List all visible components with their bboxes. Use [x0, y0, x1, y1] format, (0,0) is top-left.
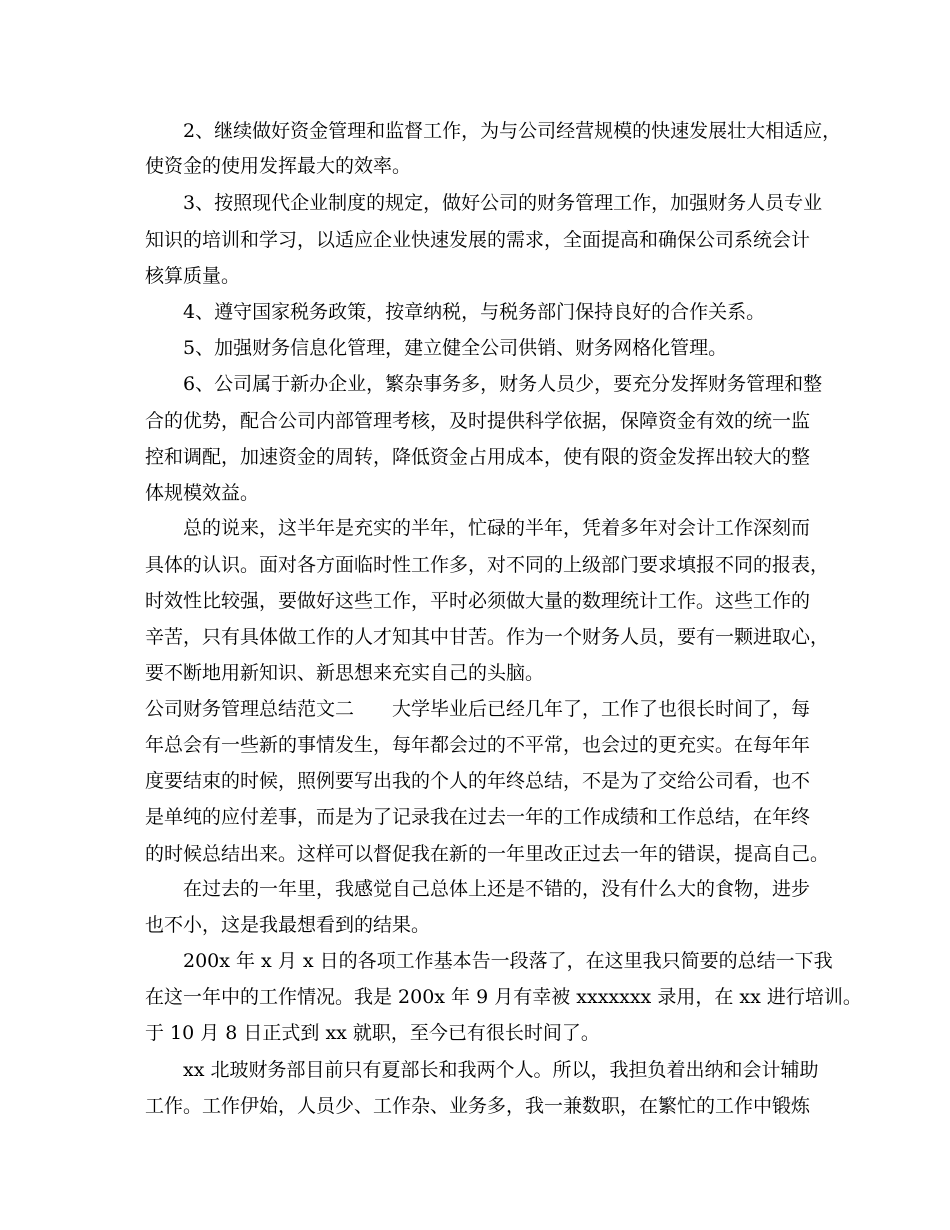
text-line: 在这一年中的工作情况。我是 200x 年 9 月有幸被 xxxxxxx 录用，在 xx 进行培训。 [145, 986, 862, 1008]
text-line: 时效性比较强，要做好这些工作，平时必须做大量的数理统计工作。这些工作的 [145, 590, 811, 612]
text-line: 2、继续做好资金管理和监督工作，为与公司经营规模的快速发展壮大相适应， [183, 120, 842, 142]
text-line: 具体的认识。面对各方面临时性工作多，对不同的上级部门要求填报不同的报表， [145, 554, 830, 576]
text-line: 也不小，这是我最想看到的结果。 [145, 914, 431, 936]
text-line: 3、按照现代企业制度的规定，做好公司的财务管理工作，加强财务人员专业 [183, 192, 823, 214]
text-line: 使资金的使用发挥最大的效率。 [145, 155, 412, 177]
text-line: 工作。工作伊始，人员少、工作杂、业务多，我一兼数职，在繁忙的工作中锻炼 [145, 1095, 811, 1117]
text-line: 控和调配，加速资金的周转，降低资金占用成本，使有限的资金发挥出较大的整 [145, 446, 811, 468]
text-line: 5、加强财务信息化管理，建立健全公司供销、财务网格化管理。 [183, 337, 728, 359]
text-line: 年总会有一些新的事情发生，每年都会过的不平常，也会过的更充实。在每年年 [145, 734, 811, 756]
text-line: xx 北玻财务部目前只有夏部长和我两个人。所以，我担负着出纳和会计辅助 [183, 1059, 819, 1081]
text-line: 200x 年 x 月 x 日的各项工作基本告一段落了，在这里我只简要的总结一下我 [183, 950, 833, 972]
text-line: 合的优势，配合公司内部管理考核，及时提供科学依据，保障资金有效的统一监 [145, 410, 811, 432]
text-line: 要不断地用新知识、新思想来充实自己的头脑。 [145, 662, 545, 684]
text-line: 的时候总结出来。这样可以督促我在新的一年里改正过去一年的错误，提高自己。 [145, 843, 830, 865]
text-line: 公司财务管理总结范文二 大学毕业后已经几年了，工作了也很长时间了，每 [145, 698, 811, 720]
text-line: 在过去的一年里，我感觉自己总体上还是不错的，没有什么大的食物，进步 [183, 878, 811, 900]
text-line: 核算质量。 [145, 265, 241, 287]
text-line: 知识的培训和学习，以适应企业快速发展的需求，全面提高和确保公司系统会计 [145, 229, 811, 251]
text-line: 总的说来，这半年是充实的半年，忙碌的半年，凭着多年对会计工作深刻而 [183, 517, 811, 539]
text-line: 6、公司属于新办企业，繁杂事务多，财务人员少，要充分发挥财务管理和整 [183, 373, 823, 395]
text-line: 度要结束的时候，照例要写出我的个人的年终总结，不是为了交给公司看，也不 [145, 770, 811, 792]
text-line: 体规模效益。 [145, 482, 260, 504]
text-line: 于 10 月 8 日正式到 xx 就职，至今已有很长时间了。 [145, 1022, 600, 1044]
text-line: 4、遵守国家税务政策，按章纳税，与税务部门保持良好的合作关系。 [183, 301, 766, 323]
text-line: 辛苦，只有具体做工作的人才知其中甘苦。作为一个财务人员，要有一颗进取心， [145, 626, 830, 648]
text-line: 是单纯的应付差事，而是为了记录我在过去一年的工作成绩和工作总结，在年终 [145, 806, 811, 828]
